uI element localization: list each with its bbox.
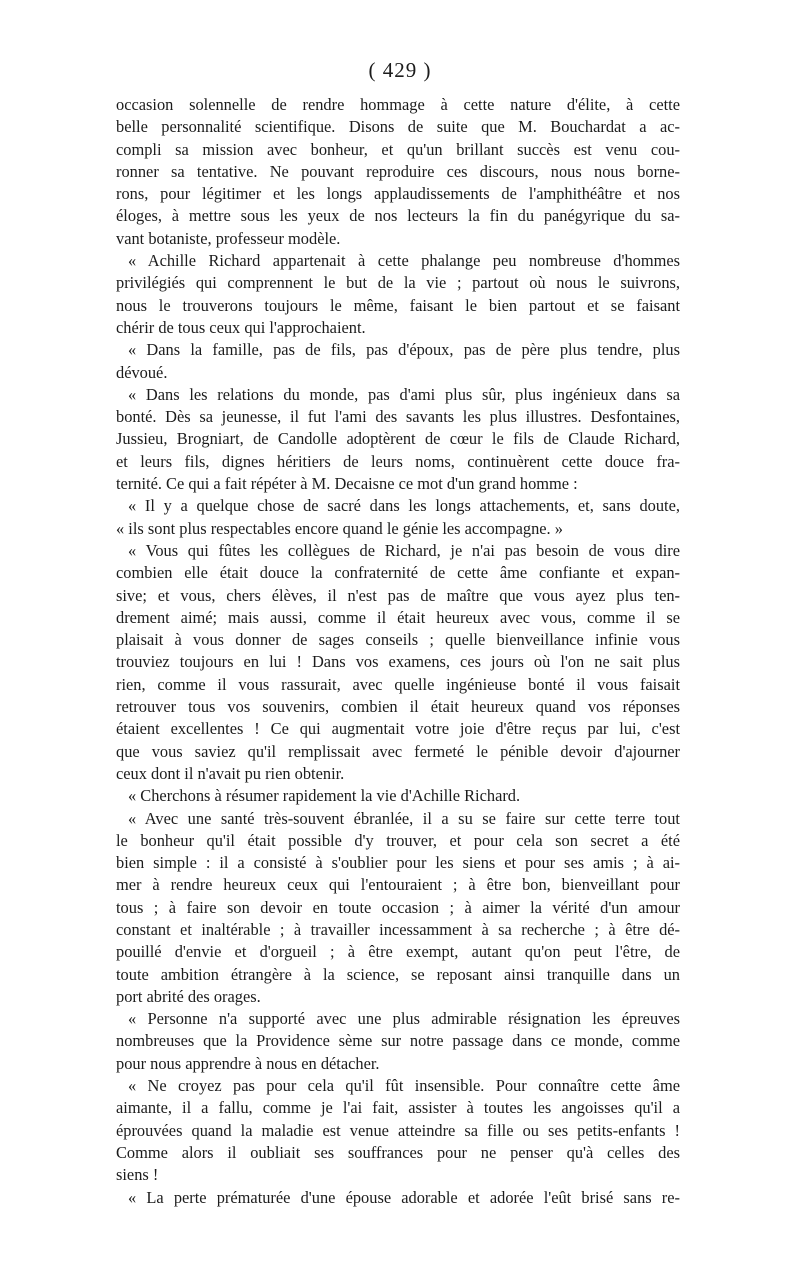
text-line: « Cherchons à résumer rapidement la vie d'Achille Richard. <box>128 786 521 806</box>
text-line: que vous saviez qu'il remplissait avec fermeté le pénible devoir d'ajourner <box>116 741 680 761</box>
text-line: plaisait à vous donner de sages conseils ; quelle bienveillance infinie vous <box>116 630 680 650</box>
text-line: ronner sa tentative. Ne pouvant reproduire ces discours, nous nous borne- <box>116 161 680 181</box>
text-line: mer à rendre heureux ceux qui l'entouraient ; à être bon, bienveillant pour <box>116 875 680 895</box>
text-line: « Ne croyez pas pour cela qu'il fût insensible. Pour connaître cette âme <box>128 1076 680 1096</box>
text-line: compli sa mission avec bonheur, et qu'un brillant succès est venu cou- <box>116 139 680 159</box>
text-line: trouviez toujours en lui ! Dans vos examens, ces jours où l'on ne sait plus <box>116 652 680 672</box>
text-line: le bonheur qu'il était possible d'y trouver, et pour cela son secret a été <box>116 830 680 850</box>
text-line: « Avec une santé très-souvent ébranlée, il a su se faire sur cette terre tout <box>128 808 680 828</box>
text-line: vant botaniste, professeur modèle. <box>116 228 341 248</box>
text-line: rien, comme il vous rassurait, avec quelle ingénieuse bonté il vous faisait <box>116 674 680 694</box>
text-line: « Achille Richard appartenait à cette phalange peu nombreuse d'hommes <box>128 251 680 271</box>
text-line: rons, pour légitimer et les longs applaudissements de l'amphithéâtre et nos <box>116 184 680 204</box>
text-line: pouillé d'envie et d'orgueil ; à être exempt, autant qu'on peut l'être, de <box>116 942 680 962</box>
text-line: constant et inaltérable ; à travailler incessamment à sa recherche ; à être dé- <box>116 919 680 939</box>
text-line: belle personnalité scientifique. Disons de suite que M. Bouchardat a ac- <box>116 117 680 137</box>
text-line: siens ! <box>116 1165 159 1185</box>
text-line: dévoué. <box>116 362 168 382</box>
text-line: pour nous apprendre à nous en détacher. <box>116 1053 380 1073</box>
text-line: Comme alors il oubliait ses souffrances pour ne penser qu'à celles des <box>116 1142 680 1162</box>
text-line: ternité. Ce qui a fait répéter à M. Decaisne ce mot d'un grand homme : <box>116 474 578 494</box>
text-line: étaient excellentes ! Ce qui augmentait votre joie d'être reçus par lui, c'est <box>116 719 680 739</box>
text-line: chérir de tous ceux qui l'approchaient. <box>116 317 366 337</box>
text-line: sive; et vous, chers élèves, il n'est pas de maître que vous ayez plus ten- <box>116 585 680 605</box>
text-line: « Personne n'a supporté avec une plus admirable résignation les épreuves <box>128 1009 680 1029</box>
text-line: Jussieu, Brogniart, de Candolle adoptèrent de cœur le fils de Claude Richard, <box>116 429 680 449</box>
text-line: combien elle était douce la confraternité de cette âme confiante et expan- <box>116 563 680 583</box>
text-line: bonté. Dès sa jeunesse, il fut l'ami des savants les plus illustres. Desfontaines, <box>116 407 680 427</box>
text-line: tous ; à faire son devoir en toute occasion ; à aimer la vérité d'un amour <box>116 897 680 917</box>
text-line: drement aimé; mais aussi, comme il était heureux avec vous, comme il se <box>116 607 680 627</box>
text-line: « Dans la famille, pas de fils, pas d'époux, pas de père plus tendre, plus <box>128 340 680 360</box>
text-line: éprouvées quand la maladie est venue atteindre sa fille ou ses petits-enfants ! <box>116 1120 680 1140</box>
text-line: « Vous qui fûtes les collègues de Richard, je n'ai pas besoin de vous dire <box>128 540 680 560</box>
text-line: toute ambition étrangère à la science, se reposant ainsi tranquille dans un <box>116 964 680 984</box>
text-line: ceux dont il n'avait pu rien obtenir. <box>116 763 345 783</box>
text-line: « La perte prématurée d'une épouse adorable et adorée l'eût brisé sans re- <box>128 1187 680 1207</box>
text-line: « Dans les relations du monde, pas d'ami plus sûr, plus ingénieux dans sa <box>128 384 680 404</box>
text-line: occasion solennelle de rendre hommage à cette nature d'élite, à cette <box>116 95 680 114</box>
text-line: éloges, à mettre sous les yeux de nos lecteurs la fin du panégyrique du sa- <box>116 206 680 226</box>
text-line: port abrité des orages. <box>116 986 261 1006</box>
text-line: et leurs fils, dignes héritiers de leurs noms, continuèrent cette douce fra- <box>116 451 680 471</box>
text-line: retrouver tous vos souvenirs, combien il était heureux quand vos réponses <box>116 697 680 717</box>
text-line: privilégiés qui comprennent le but de la vie ; partout où nous le suivrons, <box>116 273 680 293</box>
text-line: « ils sont plus respectables encore quand le génie les accompagne. » <box>116 518 563 538</box>
text-line: « Il y a quelque chose de sacré dans les longs attachements, et, sans doute, <box>128 496 680 516</box>
text-line: bien simple : il a consisté à s'oublier pour les siens et pour ses amis ; à ai- <box>116 853 680 873</box>
body-text <box>116 94 680 1209</box>
page-number: ( 429 ) <box>368 58 432 82</box>
text-line: aimante, il a fallu, comme je l'ai fait, assister à toutes les angoisses qu'il a <box>116 1098 680 1118</box>
text-line: nombreuses que la Providence sème sur notre passage dans ce monde, comme <box>116 1031 680 1051</box>
text-line: nous le trouverons toujours le même, faisant le bien partout et se faisant <box>116 295 680 315</box>
